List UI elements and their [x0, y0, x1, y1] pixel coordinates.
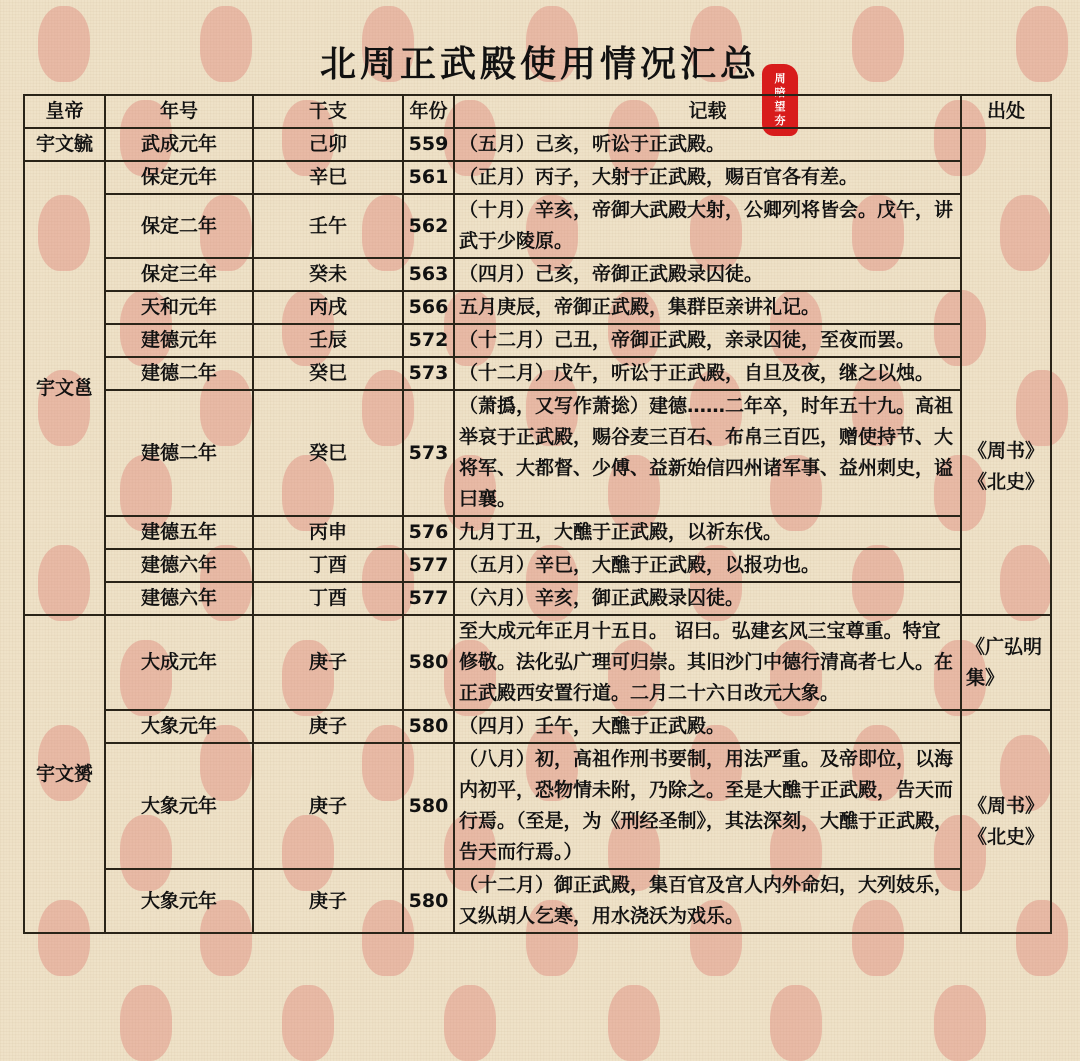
- table-row: [24, 194, 1051, 258]
- table-row: [24, 324, 1051, 357]
- record-cell: （四月）己亥，帝御正武殿录囚徒。: [454, 258, 961, 291]
- header-era: 年号: [105, 95, 253, 128]
- seal-char: 夯: [774, 114, 786, 127]
- ganzhi-cell: 庚子: [253, 710, 403, 743]
- record-cell: （八月）初，高祖作刑书要制，用法严重。及帝即位，以海内初平，恐物情未附，乃除之。至是大醮于正武殿，告天而行焉。（至是，为《刑经圣制》，其法深刻，大醮于正武殿，告天而行焉。）: [454, 743, 961, 869]
- era-cell: 建德元年: [105, 324, 253, 357]
- record-cell: （五月）己亥，听讼于正武殿。: [454, 128, 961, 161]
- table-row: [24, 357, 1051, 390]
- year-cell: 577: [403, 549, 454, 582]
- page-title: 北周正武殿使用情况汇总: [319, 43, 760, 85]
- year-cell: 576: [403, 516, 454, 549]
- record-cell: 五月庚辰，帝御正武殿，集群臣亲讲礼记。: [454, 291, 961, 324]
- ganzhi-cell: 己卯: [253, 128, 403, 161]
- header-emperor: 皇帝: [24, 95, 105, 128]
- table-row: [24, 615, 1051, 710]
- table-row: [24, 128, 1051, 161]
- year-cell: 563: [403, 258, 454, 291]
- table-row: [24, 291, 1051, 324]
- table-row: [24, 710, 1051, 743]
- emperor-cell: 宇文赟: [24, 615, 105, 933]
- year-cell: 580: [403, 615, 454, 710]
- table-row: [24, 258, 1051, 291]
- ganzhi-cell: 壬辰: [253, 324, 403, 357]
- era-cell: 保定元年: [105, 161, 253, 194]
- seal-char: 望: [774, 100, 786, 113]
- year-cell: 562: [403, 194, 454, 258]
- ganzhi-cell: 壬午: [253, 194, 403, 258]
- era-cell: 建德五年: [105, 516, 253, 549]
- year-cell: 580: [403, 710, 454, 743]
- year-cell: 572: [403, 324, 454, 357]
- ganzhi-cell: 庚子: [253, 743, 403, 869]
- era-cell: 建德六年: [105, 549, 253, 582]
- era-cell: 建德六年: [105, 582, 253, 615]
- record-cell: （六月）辛亥，御正武殿录囚徒。: [454, 582, 961, 615]
- table-row: [24, 390, 1051, 516]
- table-row: [24, 161, 1051, 194]
- era-cell: 建德二年: [105, 357, 253, 390]
- record-cell: （十月）辛亥，帝御大武殿大射，公卿列将皆会。戊午，讲武于少陵原。: [454, 194, 961, 258]
- source-cell: 《广弘明集》: [961, 615, 1051, 710]
- ganzhi-cell: 庚子: [253, 615, 403, 710]
- year-cell: 559: [403, 128, 454, 161]
- usage-summary-table: [23, 94, 1052, 934]
- ganzhi-cell: 丙申: [253, 516, 403, 549]
- source-cell: 《周书》 《北史》: [961, 128, 1051, 615]
- table-row: [24, 582, 1051, 615]
- record-cell: （十二月）御正武殿，集百官及宫人内外命妇，大列妓乐，又纵胡人乞寒，用水浇沃为戏乐。: [454, 869, 961, 933]
- year-cell: 561: [403, 161, 454, 194]
- year-cell: 566: [403, 291, 454, 324]
- era-cell: 天和元年: [105, 291, 253, 324]
- era-cell: 大象元年: [105, 869, 253, 933]
- table-row: [24, 549, 1051, 582]
- record-cell: （五月）辛巳，大醮于正武殿，以报功也。: [454, 549, 961, 582]
- era-cell: 大象元年: [105, 743, 253, 869]
- year-cell: 577: [403, 582, 454, 615]
- record-cell: （萧撝，又写作萧捴）建德……二年卒，时年五十九。高祖举哀于正武殿，赐谷麦三百石、布帛三百匹，赠使持节、大将军、大都督、少傅、益新始信四州诸军事、益州刺史，谥曰襄。: [454, 390, 961, 516]
- seal-char: 暗: [774, 86, 786, 99]
- ganzhi-cell: 癸巳: [253, 357, 403, 390]
- table-header-row: [24, 95, 1051, 128]
- source-cell: 《周书》 《北史》: [961, 710, 1051, 933]
- era-cell: 武成元年: [105, 128, 253, 161]
- ganzhi-cell: 辛巳: [253, 161, 403, 194]
- era-cell: 大成元年: [105, 615, 253, 710]
- emperor-cell: 宇文邕: [24, 161, 105, 615]
- year-cell: 573: [403, 390, 454, 516]
- record-cell: （正月）丙子，大射于正武殿，赐百官各有差。: [454, 161, 961, 194]
- header-record: 记载: [454, 95, 961, 128]
- ganzhi-cell: 丁酉: [253, 582, 403, 615]
- era-cell: 保定二年: [105, 194, 253, 258]
- year-cell: 580: [403, 869, 454, 933]
- header-ganzhi: 干支: [253, 95, 403, 128]
- header-year: 年份: [403, 95, 454, 128]
- record-cell: 九月丁丑，大醮于正武殿，以祈东伐。: [454, 516, 961, 549]
- era-cell: 大象元年: [105, 710, 253, 743]
- ganzhi-cell: 庚子: [253, 869, 403, 933]
- record-cell: （十二月）戊午，听讼于正武殿，自旦及夜，继之以烛。: [454, 357, 961, 390]
- ganzhi-cell: 癸巳: [253, 390, 403, 516]
- year-cell: 573: [403, 357, 454, 390]
- table-row: [24, 869, 1051, 933]
- record-cell: （十二月）己丑，帝御正武殿，亲录囚徒，至夜而罢。: [454, 324, 961, 357]
- table-row: [24, 743, 1051, 869]
- ganzhi-cell: 丁酉: [253, 549, 403, 582]
- ganzhi-cell: 癸未: [253, 258, 403, 291]
- record-cell: （四月）壬午，大醮于正武殿。: [454, 710, 961, 743]
- ganzhi-cell: 丙戌: [253, 291, 403, 324]
- seal-char: 周: [774, 72, 786, 85]
- record-cell: 至大成元年正月十五日。 诏曰。弘建玄风三宝尊重。特宜修敬。法化弘广理可归崇。其旧沙门中德行清高者七人。在正武殿西安置行道。二月二十六日改元大象。: [454, 615, 961, 710]
- year-cell: 580: [403, 743, 454, 869]
- emperor-cell: 宇文毓: [24, 128, 105, 161]
- era-cell: 建德二年: [105, 390, 253, 516]
- era-cell: 保定三年: [105, 258, 253, 291]
- table-row: [24, 516, 1051, 549]
- header-source: 出处: [961, 95, 1051, 128]
